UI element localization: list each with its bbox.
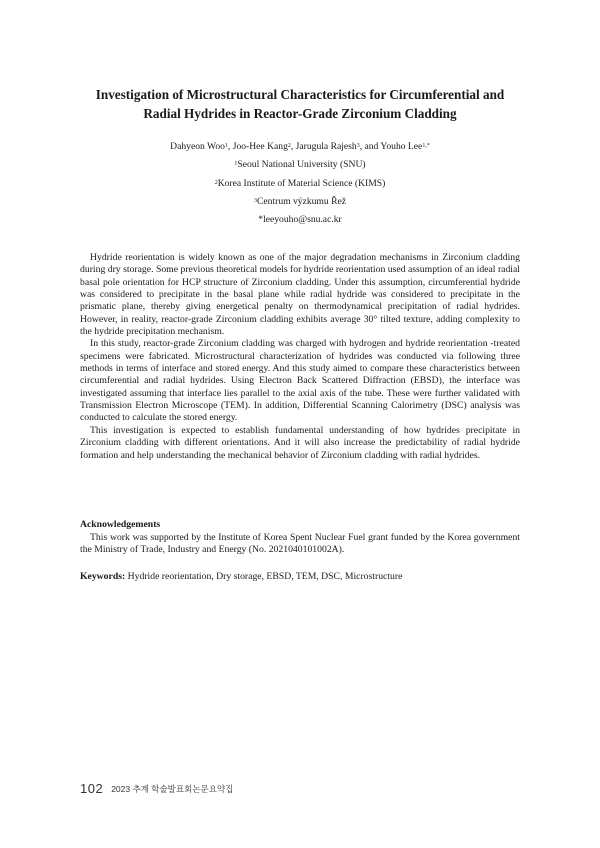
paragraph-1: Hydride reorientation is widely known as one of the major degradation mechanisms in Zirconium cladding during dry storage. Some previous theoretical models for hydride reorientation used assumption of an ideal radial basal pole orientation for HCP structure of Zirconium cladding. Under this assumption, circumferential hydride was considered to precipitate in the basal plane while radial hydride was considered to precipitate in the prismatic plane, thereby giving energetical penalty on thermodynamical precipitation of radial hydrides. However, in reality, reactor-grade Zirconium cladding exhibits average 30° tilted texture, adding complexity to the hydride precipitation mechanism. bbox=[80, 252, 520, 338]
author-2: , Joo-Hee Kang bbox=[227, 141, 288, 152]
author-3: , Jarugula Rajesh bbox=[290, 141, 357, 152]
affiliation-1-text: Seoul National University (SNU) bbox=[237, 159, 366, 170]
affiliation-3 bbox=[60, 196, 540, 208]
keywords-line bbox=[80, 571, 520, 583]
title-line-2: Radial Hydrides in Reactor-Grade Zirconium Cladding bbox=[143, 106, 457, 121]
conference-name: 2023 추계 학술발표회논문요약집 bbox=[111, 784, 234, 794]
acknowledgements-heading: Acknowledgements bbox=[80, 519, 161, 530]
author-4: , and Youho Lee bbox=[359, 141, 423, 152]
keywords-list: Hydride reorientation, Dry storage, EBSD, TEM, DSC, Microstructure bbox=[125, 571, 403, 582]
paper-title bbox=[60, 85, 540, 123]
affiliation-2 bbox=[60, 178, 540, 190]
abstract-body bbox=[80, 252, 520, 462]
affiliation-3-text: Centrum výzkumu Řež bbox=[257, 196, 346, 207]
paragraph-2: In this study, reactor-grade Zirconium cladding was charged with hydrogen and hydride reorientation -treated specimens were fabricated. Microstructural characterization of hydrides was conducted via following three methods in terms of interface and stored energy. And this study aimed to compare these characteristics between circumferential and radial hydrides. Using Electron Back Scattered Diffraction (EBSD), the interface was investigated assuming that interface lies parallel to the axial axis of the tube. These were further validated with Transmission Electron Microscope (TEM). In addition, Differential Scanning Calorimetry (DSC) analysis was conducted to calculate the stored energy. bbox=[80, 338, 520, 424]
page-number: 102 bbox=[80, 781, 104, 796]
paragraph-3: This investigation is expected to establish fundamental understanding of how hydrides precipitate in Zirconium cladding with different orientations. And it will also increase the predictability of radial hydride formation and help understanding the mechanical behavior of Zirconium cladding with radial hydrides. bbox=[80, 424, 520, 461]
affiliation-1 bbox=[60, 159, 540, 171]
author-3-affiliation-mark: 3 bbox=[356, 143, 360, 149]
author-2-affiliation-mark: 2 bbox=[287, 143, 291, 149]
author-1: Dahyeon Woo bbox=[170, 141, 225, 152]
keywords-label: Keywords: bbox=[80, 571, 126, 582]
affiliation-3-mark: 3 bbox=[254, 198, 257, 204]
page-footer bbox=[80, 780, 233, 798]
author-4-affiliation-mark: 1,* bbox=[422, 143, 430, 149]
corresponding-email[interactable]: *leeyouho@snu.ac.kr bbox=[258, 214, 342, 225]
author-list bbox=[60, 141, 540, 153]
affiliation-2-text: Korea Institute of Material Science (KIMS) bbox=[217, 178, 386, 189]
affiliation-1-mark: 1 bbox=[234, 161, 238, 167]
affiliation-2-mark: 2 bbox=[214, 180, 218, 186]
acknowledgements-text: This work was supported by the Institute of Korea Spent Nuclear Fuel grant funded by the Korea government the Ministry of Trade, Industry and Energy (No. 2021040101002A). bbox=[80, 532, 520, 556]
title-line-1: Investigation of Microstructural Characteristics for Circumferential and bbox=[95, 87, 505, 102]
author-1-affiliation-mark: 1 bbox=[224, 143, 228, 149]
